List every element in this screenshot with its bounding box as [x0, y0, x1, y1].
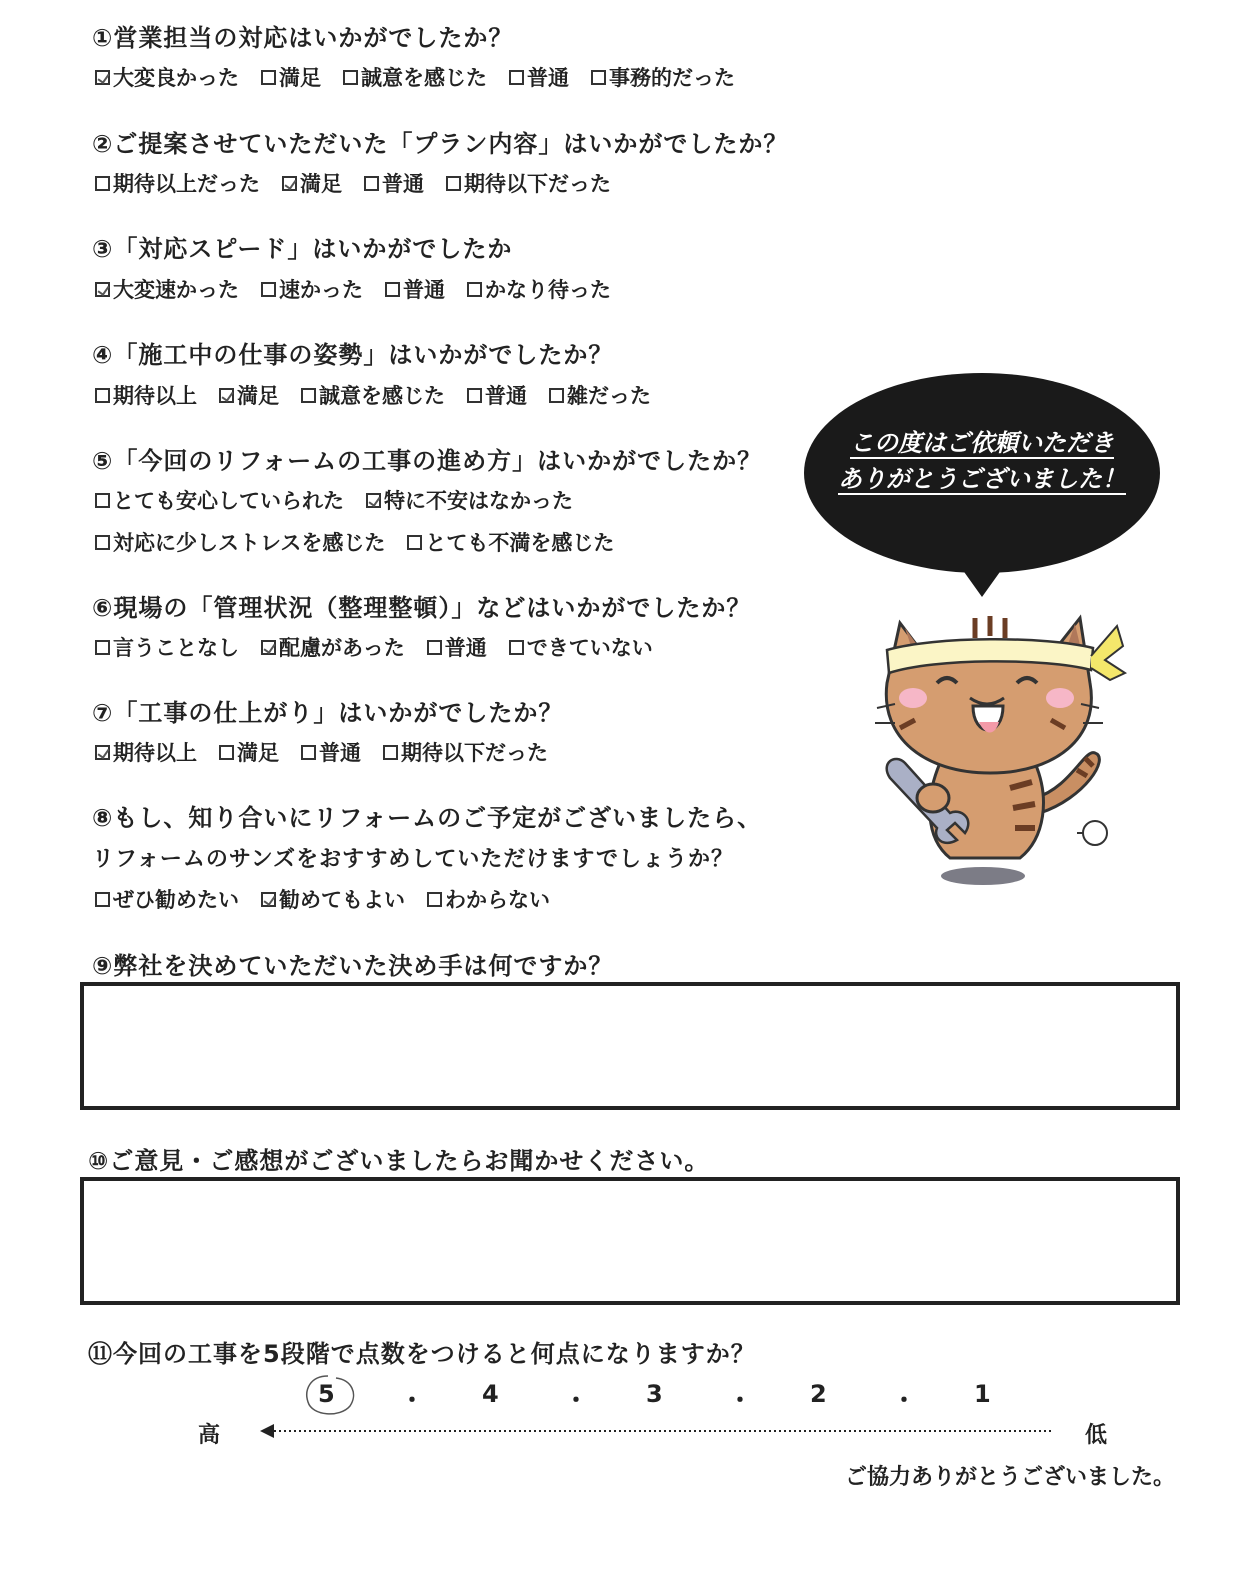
q2-option-2[interactable] — [282, 168, 342, 198]
q2-option-label-2: 満足 — [300, 172, 342, 196]
q5-row1-option-2[interactable] — [366, 485, 573, 515]
scale-separator: ・ — [728, 1386, 752, 1414]
q6-checkbox-1[interactable] — [95, 640, 110, 655]
q2-checkbox-4[interactable] — [446, 176, 461, 191]
q5-row2-checkbox-2[interactable] — [407, 535, 422, 550]
cat-mascot-illustration — [855, 598, 1135, 888]
q3-checkbox-4[interactable] — [467, 282, 482, 297]
q3-option-label-1: 大変速かった — [113, 278, 239, 302]
q4-option-3[interactable] — [301, 380, 445, 410]
q7-option-2[interactable] — [219, 737, 279, 767]
q4-checkbox-3[interactable] — [301, 388, 316, 403]
q5-row2-option-1[interactable] — [95, 527, 385, 557]
q4-option-label-4: 普通 — [485, 384, 527, 408]
q4-option-label-3: 誠意を感じた — [319, 384, 445, 408]
scale-separator: ・ — [400, 1386, 424, 1414]
q1-option-3[interactable] — [343, 62, 487, 92]
q4-option-1[interactable] — [95, 380, 197, 410]
q5-options-row1 — [95, 485, 573, 515]
q6-option-4[interactable] — [509, 632, 653, 662]
q1-option-4[interactable] — [509, 62, 569, 92]
q2-option-4[interactable] — [446, 168, 611, 198]
q4-options — [95, 380, 651, 410]
q1-checkbox-1[interactable] — [95, 70, 110, 85]
q7-option-4[interactable] — [383, 737, 548, 767]
q4-title: ④「施工中の仕事の姿勢」はいかがでしたか？ — [92, 341, 614, 369]
q6-option-2[interactable] — [261, 632, 405, 662]
q6-option-3[interactable] — [427, 632, 487, 662]
q7-checkbox-2[interactable] — [219, 745, 234, 760]
scale-number-4[interactable]: 4 — [482, 1380, 499, 1408]
q4-option-label-2: 満足 — [237, 384, 279, 408]
q6-option-1[interactable] — [95, 632, 239, 662]
q1-option-2[interactable] — [261, 62, 321, 92]
q6-option-label-1: 言うことなし — [113, 636, 239, 660]
scale-separator: ・ — [892, 1386, 916, 1414]
q8-option-1[interactable] — [95, 884, 239, 914]
q1-option-label-5: 事務的だった — [609, 66, 735, 90]
q3-option-4[interactable] — [467, 274, 611, 304]
q5-row2-checkbox-1[interactable] — [95, 535, 110, 550]
q5-row1-option-label-2: 特に不安はなかった — [384, 489, 573, 513]
q8-checkbox-1[interactable] — [95, 892, 110, 907]
selected-circle-mark — [300, 1372, 360, 1422]
q7-title: ⑦「工事の仕上がり」はいかがでしたか？ — [92, 699, 564, 727]
q8-options — [95, 884, 550, 914]
q8-option-2[interactable] — [261, 884, 405, 914]
q5-row2-option-label-2: とても不満を感じた — [425, 531, 615, 555]
q4-option-4[interactable] — [467, 380, 527, 410]
q6-checkbox-4[interactable] — [509, 640, 524, 655]
q2-checkbox-2[interactable] — [282, 176, 297, 191]
q3-title: ③「対応スピード」はいかがでしたか — [92, 235, 513, 263]
q5-options-row2 — [95, 527, 614, 557]
q2-option-label-1: 期待以上だった — [113, 172, 260, 196]
q2-option-1[interactable] — [95, 168, 260, 198]
q2-option-3[interactable] — [364, 168, 424, 198]
q7-checkbox-3[interactable] — [301, 745, 316, 760]
q3-checkbox-3[interactable] — [385, 282, 400, 297]
q2-title: ②ご提案させていただいた「プラン内容」はいかがでしたか？ — [92, 130, 789, 158]
q7-checkbox-4[interactable] — [383, 745, 398, 760]
q4-option-label-1: 期待以上 — [113, 384, 197, 408]
q5-row1-checkbox-2[interactable] — [366, 493, 381, 508]
q1-option-5[interactable] — [591, 62, 735, 92]
q4-checkbox-5[interactable] — [549, 388, 564, 403]
q4-option-5[interactable] — [549, 380, 651, 410]
q8-title-line1: ⑧もし、知り合いにリフォームのご予定がございましたら、 — [92, 804, 763, 832]
q1-title: ①営業担当の対応はいかがでしたか？ — [92, 24, 514, 52]
q2-option-label-4: 期待以下だった — [464, 172, 611, 196]
q1-checkbox-2[interactable] — [261, 70, 276, 85]
q2-options — [95, 168, 611, 198]
q5-row2-option-2[interactable] — [407, 527, 614, 557]
q4-checkbox-1[interactable] — [95, 388, 110, 403]
scale-high-label: 高 — [198, 1423, 221, 1448]
q3-options — [95, 274, 611, 304]
scale-number-5[interactable]: 5 — [318, 1380, 335, 1408]
q4-checkbox-4[interactable] — [467, 388, 482, 403]
q8-option-3[interactable] — [427, 884, 550, 914]
bubble-line2: ありがとうございました！ — [838, 465, 1126, 493]
q4-option-2[interactable] — [219, 380, 279, 410]
q3-option-1[interactable] — [95, 274, 239, 304]
q4-option-label-5: 雑だった — [567, 384, 651, 408]
q5-row1-option-1[interactable] — [95, 485, 344, 515]
q2-checkbox-1[interactable] — [95, 176, 110, 191]
q6-checkbox-2[interactable] — [261, 640, 276, 655]
q1-option-1[interactable] — [95, 62, 239, 92]
q1-option-label-2: 満足 — [279, 66, 321, 90]
bubble-text — [802, 425, 1162, 497]
q1-option-label-1: 大変良かった — [113, 66, 239, 90]
bubble-line1: この度はご依頼いただき — [850, 429, 1114, 457]
q9-title: ⑨弊社を決めていただいた決め手は何ですか？ — [92, 952, 614, 980]
q1-option-label-3: 誠意を感じた — [361, 66, 487, 90]
q8-option-label-3: わからない — [445, 888, 550, 912]
q7-option-label-4: 期待以下だった — [401, 741, 548, 765]
scale-number-1[interactable]: 1 — [974, 1380, 991, 1408]
scale-number-3[interactable]: 3 — [646, 1380, 663, 1408]
q6-option-label-3: 普通 — [444, 636, 487, 660]
q7-checkbox-1[interactable] — [95, 745, 110, 760]
q9-answer-box[interactable] — [80, 982, 1180, 1110]
q3-option-label-2: 速かった — [279, 278, 363, 302]
q3-checkbox-2[interactable] — [261, 282, 276, 297]
q10-answer-box[interactable] — [80, 1177, 1180, 1305]
q6-option-label-4: できていない — [526, 636, 653, 660]
q11-title: ⑪今回の工事を5段階で点数をつけると何点になりますか？ — [88, 1340, 756, 1368]
q8-option-label-1: ぜひ勧めたい — [113, 888, 239, 912]
q3-option-label-3: 普通 — [403, 278, 445, 302]
q6-options — [95, 632, 653, 662]
q1-checkbox-3[interactable] — [343, 70, 358, 85]
q6-title: ⑥現場の「管理状況（整理整頓）」などはいかがでしたか？ — [92, 594, 752, 622]
q3-option-2[interactable] — [261, 274, 363, 304]
q1-checkbox-5[interactable] — [591, 70, 606, 85]
q10-title: ⑩ご意見・ご感想がございましたらお聞かせください。 — [88, 1147, 710, 1175]
q3-option-label-4: かなり待った — [485, 278, 611, 302]
q8-checkbox-2[interactable] — [261, 892, 276, 907]
q3-option-3[interactable] — [385, 274, 445, 304]
q5-row1-checkbox-1[interactable] — [95, 493, 110, 508]
scale-low-label: 低 — [1085, 1423, 1108, 1448]
q4-checkbox-2[interactable] — [219, 388, 234, 403]
scale-separator: ・ — [564, 1386, 588, 1414]
q7-option-label-1: 期待以上 — [113, 741, 197, 765]
q7-option-1[interactable] — [95, 737, 197, 767]
q3-checkbox-1[interactable] — [95, 282, 110, 297]
q5-row2-option-label-1: 対応に少しストレスを感じた — [113, 531, 386, 555]
q8-option-label-2: 勧めてもよい — [279, 888, 405, 912]
q1-option-label-4: 普通 — [527, 66, 569, 90]
q7-options — [95, 737, 548, 767]
q8-title-line2: リフォームのサンズをおすすめしていただけますでしょうか？ — [92, 847, 735, 872]
q6-option-label-2: 配慮があった — [279, 636, 405, 660]
footer-thanks: ご協力ありがとうございました。 — [845, 1465, 1176, 1490]
q6-checkbox-3[interactable] — [427, 640, 442, 655]
scale-number-2[interactable]: 2 — [810, 1380, 827, 1408]
q5-title: ⑤「今回のリフォームの工事の進め方」はいかがでしたか？ — [92, 447, 763, 475]
q5-row1-option-label-1: とても安心していられた — [113, 489, 344, 513]
q1-checkbox-4[interactable] — [509, 70, 524, 85]
q7-option-label-3: 普通 — [319, 741, 361, 765]
q1-options — [95, 62, 735, 92]
q7-option-label-2: 満足 — [237, 741, 279, 765]
q7-option-3[interactable] — [301, 737, 361, 767]
scale-arrow — [260, 1420, 1055, 1442]
q2-checkbox-3[interactable] — [364, 176, 379, 191]
q8-checkbox-3[interactable] — [427, 892, 442, 907]
q2-option-label-3: 普通 — [382, 172, 424, 196]
